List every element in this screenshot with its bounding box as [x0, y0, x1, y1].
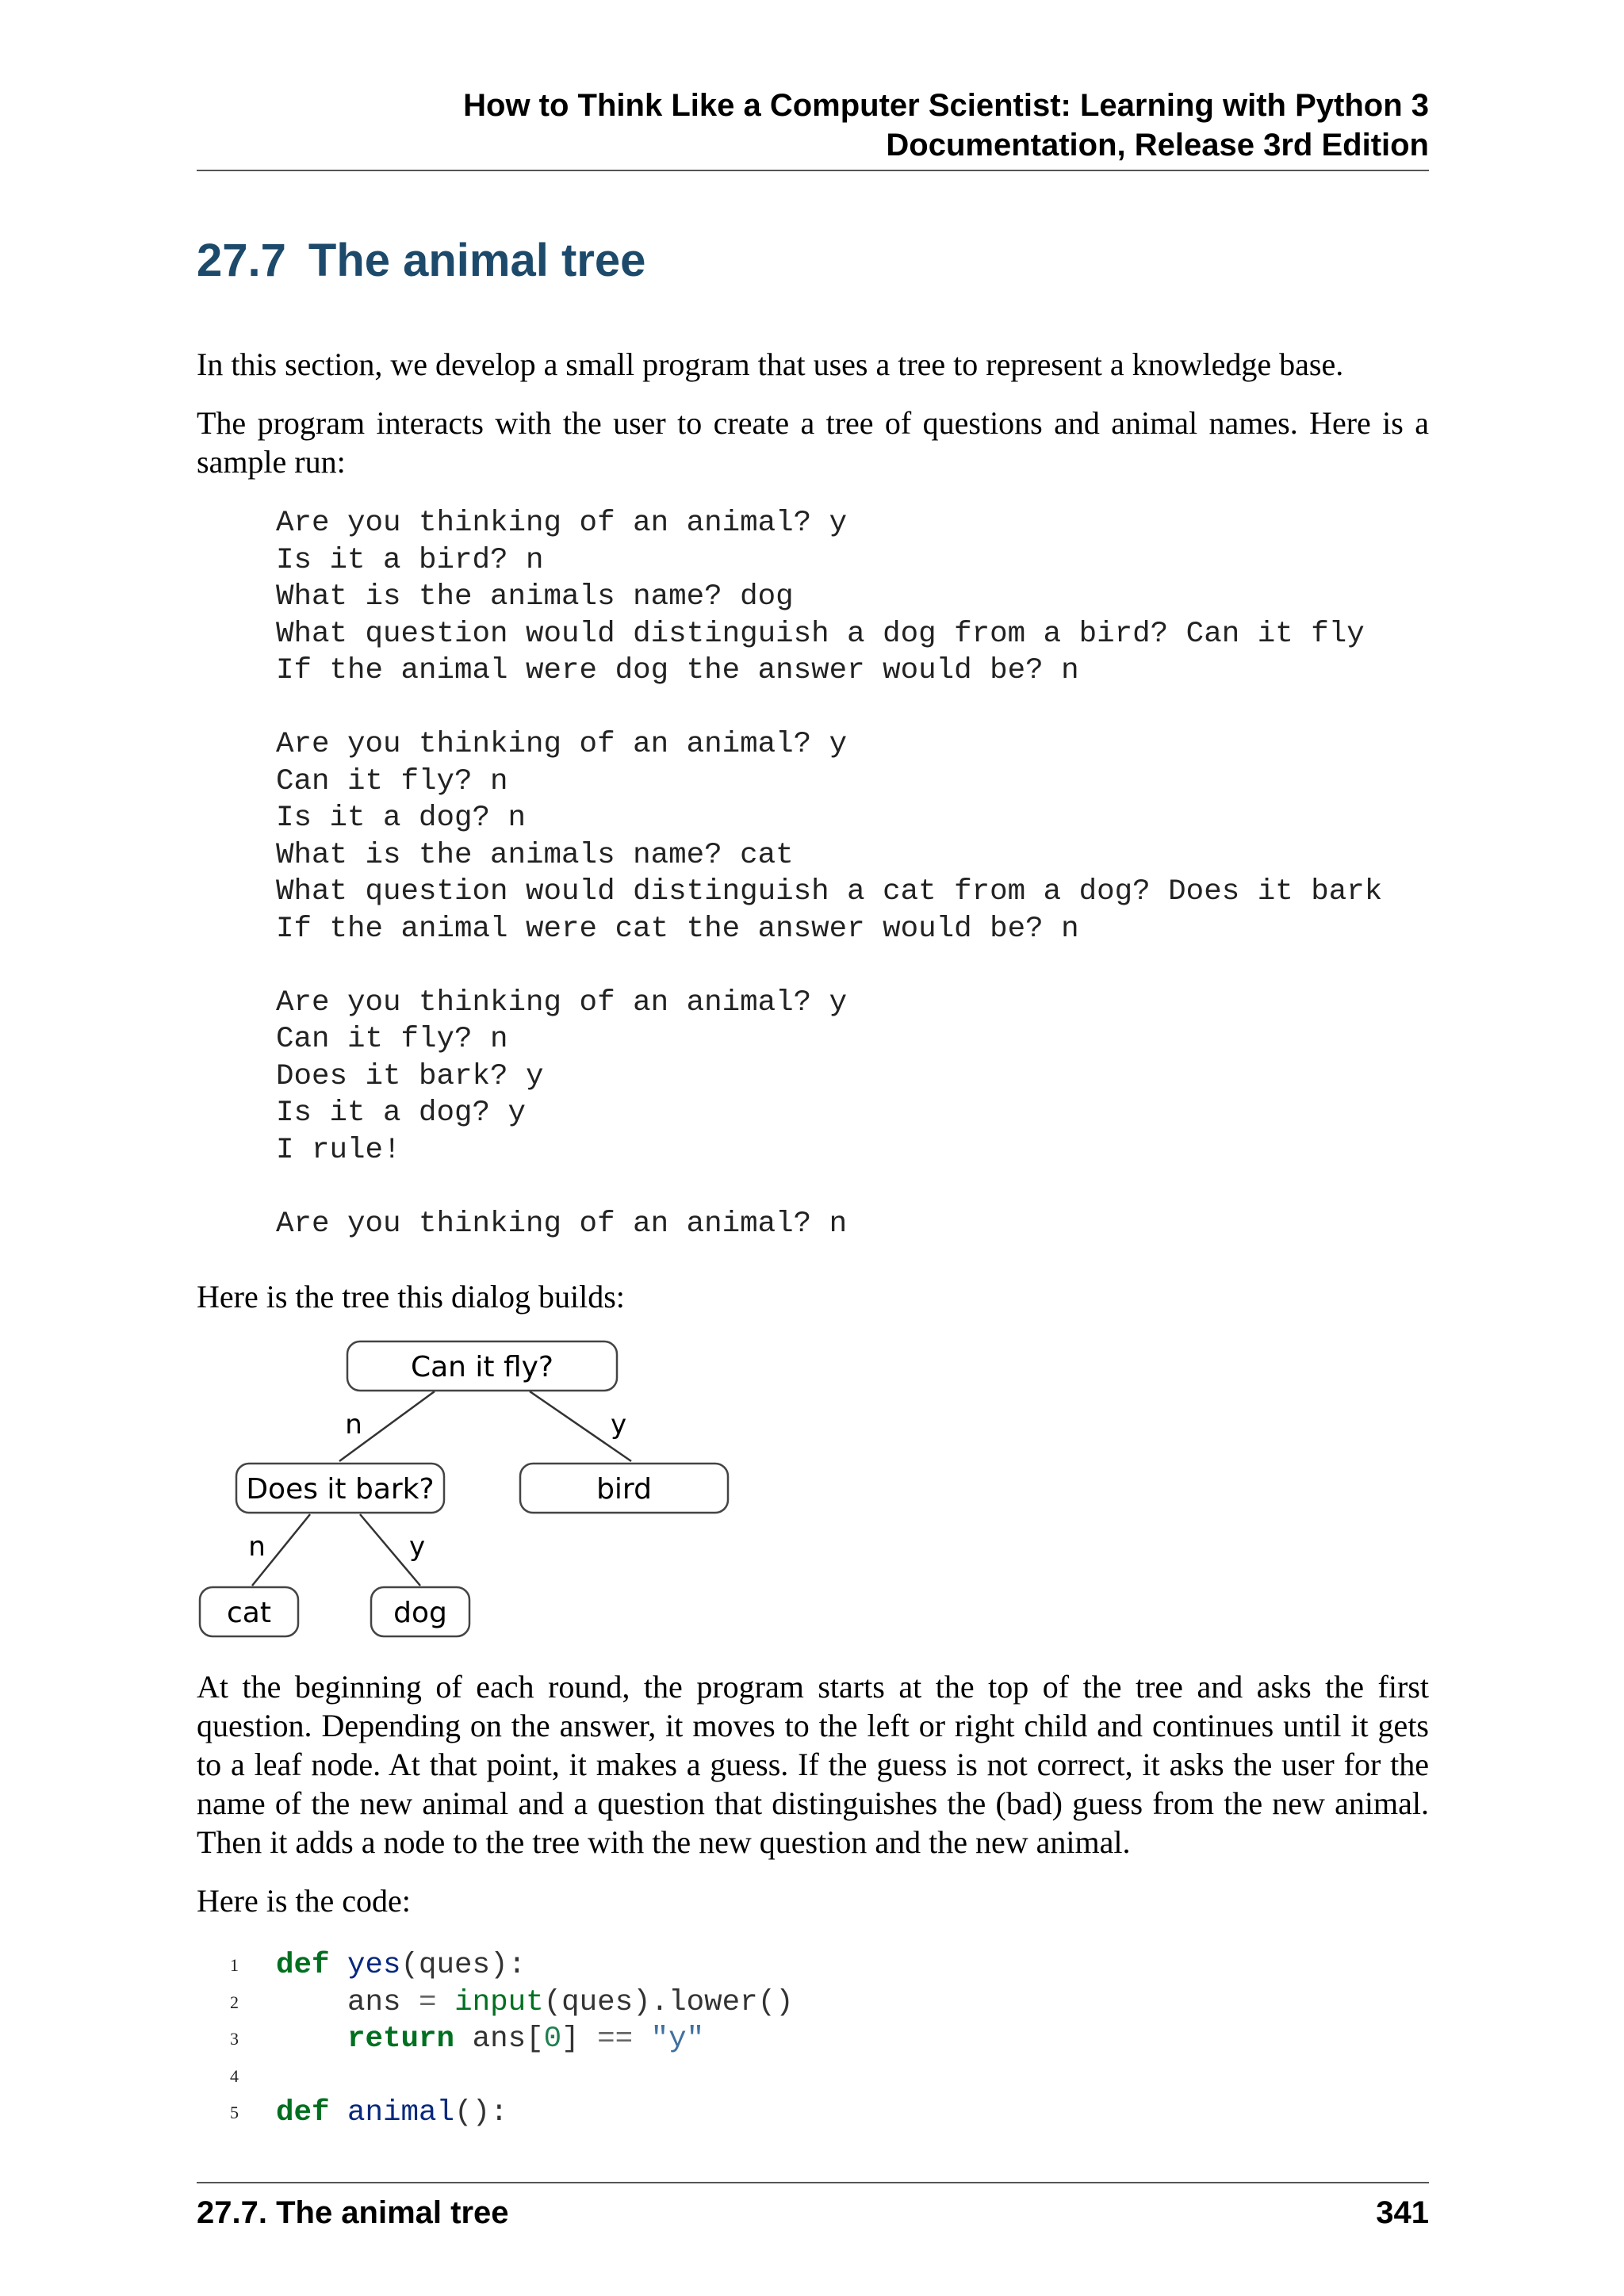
- code-text: (ques).lower(): [543, 1985, 794, 2019]
- sample-run-listing: Are you thinking of an animal? y Is it a bird? n What is the animals name? dog What question would distinguish a dog from a bird? Can it fly If the animal were dog the answer would be? n Are you thinking of an animal? y Can it fly? n Is it a dog? n What is the animals name? cat What question would distinguish a cat from a dog? Does it bark If the animal were cat the answer would be? n Are you thinking of an animal? y Can it fly? n Does it bark? y Is it a dog? y I rule! Are you thinking of an animal? n: [276, 507, 1383, 1241]
- code-function-name: animal: [347, 2096, 455, 2130]
- code-builtin: input: [454, 1985, 544, 2019]
- line-number: 5: [230, 2103, 239, 2122]
- code-operator: ==: [597, 2022, 634, 2056]
- code-keyword: def: [276, 2096, 330, 2130]
- animal-tree-diagram: [197, 1330, 752, 1647]
- footer-section-title: 27.7. The animal tree: [197, 2195, 509, 2230]
- code-listing: [230, 1947, 794, 2132]
- code-operator: =: [419, 1985, 437, 2019]
- code-line: [230, 1984, 794, 2022]
- code-line: [230, 2021, 705, 2058]
- code-variable: ans[: [472, 2022, 544, 2056]
- header-divider: [197, 170, 1429, 171]
- line-number: 2: [230, 1992, 239, 2012]
- code-keyword: def: [276, 1949, 330, 1982]
- intro-paragraph: In this section, we develop a small program that uses a tree to represent a knowledge base.: [197, 346, 1344, 382]
- code-line: [230, 1947, 527, 1984]
- code-function-name: yes: [347, 1949, 401, 1982]
- tree-node-root-label: Can it fly?: [410, 1351, 554, 1383]
- section-title-text: The animal tree: [308, 235, 646, 286]
- code-line: [230, 2058, 249, 2095]
- running-header: [197, 86, 1429, 165]
- code-line: [230, 2095, 508, 2132]
- header-title-line-2: Documentation, Release 3rd Edition: [886, 128, 1429, 163]
- tree-node-cat-label: cat: [227, 1597, 271, 1629]
- footer-divider: [197, 2182, 1429, 2183]
- code-text: ]: [561, 2022, 580, 2056]
- code-text: (ques):: [400, 1949, 527, 1982]
- tree-intro-paragraph: Here is the tree this dialog builds:: [197, 1279, 625, 1314]
- edge-label-bark-left: n: [248, 1531, 266, 1563]
- interaction-paragraph: The program interacts with the user to create a tree of questions and animal names. Here is a sample run:: [197, 405, 1429, 480]
- line-number: 3: [230, 2029, 239, 2049]
- edge-label-root-right: y: [610, 1409, 627, 1441]
- header-title-line-1: How to Think Like a Computer Scientist: Learning with Python 3: [463, 88, 1429, 123]
- code-number: 0: [543, 2022, 562, 2056]
- line-number: 1: [230, 1955, 239, 1975]
- tree-node-bird-label: bird: [596, 1473, 652, 1506]
- code-keyword: return: [347, 2022, 455, 2056]
- page-number: 341: [1376, 2195, 1429, 2230]
- section-number: 27.7: [197, 235, 286, 286]
- edge-label-bark-right: y: [408, 1531, 426, 1563]
- section-heading: [197, 233, 645, 289]
- tree-node-bark-label: Does it bark?: [246, 1473, 435, 1506]
- tree-node-dog-label: dog: [393, 1597, 447, 1629]
- line-number: 4: [230, 2065, 239, 2086]
- code-text: ():: [454, 2096, 508, 2130]
- code-string: "y": [650, 2022, 705, 2056]
- code-intro-paragraph: Here is the code:: [197, 1883, 411, 1919]
- code-variable: ans: [347, 1985, 401, 2019]
- edge-label-root-left: n: [345, 1409, 362, 1441]
- explanation-paragraph: At the beginning of each round, the program starts at the top of the tree and asks the first question. Depending on the answer, it moves to the left or right child and continues until it gets to a leaf node. At that point, it makes a guess. If the guess is not correct, it asks the user for the name of the new animal and a question that distinguishes the (bad) guess from the new animal. Then it adds a node to the tree with the new question and the new animal.: [197, 1669, 1429, 1860]
